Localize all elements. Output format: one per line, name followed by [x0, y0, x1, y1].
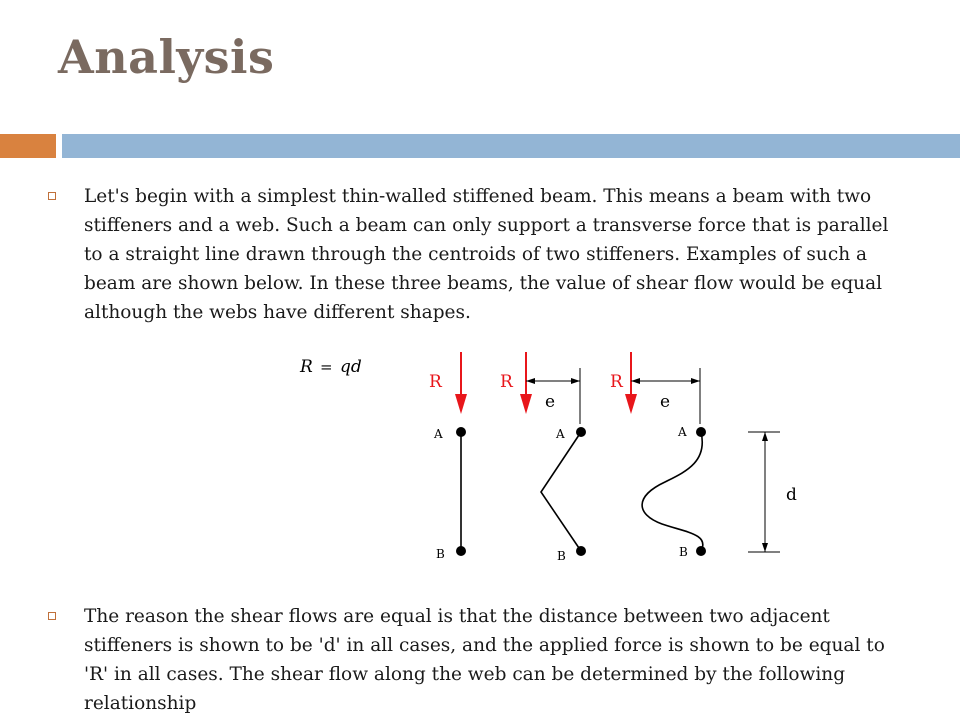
- distance-dimension: [748, 432, 797, 552]
- web-angled: [541, 432, 581, 551]
- slide-title: Analysis: [58, 30, 275, 84]
- bullet-text: The reason the shear flows are equal is that the distance between two adjacent stiffeners is shown to be 'd' in all cases, and the applied force is shown to be equal to 'R' in all cases. The shear flow along the web can be determined by the following relationship: [84, 606, 885, 714]
- distance-arrowhead-top: [762, 432, 768, 441]
- point-label-b-2: B: [557, 549, 566, 563]
- force-arrowhead-3: [625, 394, 637, 414]
- offset-arrowhead-right-3: [691, 378, 700, 384]
- point-label-a-2: A: [556, 427, 565, 441]
- equation-equals: =: [320, 358, 333, 376]
- bullet-text: Let's begin with a simplest thin-walled stiffened beam. This means a beam with two stiffeners and a web. Such a beam can only support a transverse force that is parallel to a straight line drawn through the centroids of two stiffeners. Examples of such a beam are shown below. In these three beams, the value of shear flow would be equal although the webs have different shapes.: [84, 186, 889, 323]
- force-label-2: R: [500, 372, 513, 392]
- bullet-square-icon: [48, 192, 56, 200]
- header-bar: [62, 134, 960, 158]
- force-arrowhead-1: [455, 394, 467, 414]
- offset-arrowhead-right-2: [571, 378, 580, 384]
- equation-lhs: R: [300, 357, 313, 377]
- stiffener-b-3: [696, 546, 706, 556]
- distance-label: d: [786, 485, 797, 505]
- beam-angled: [500, 352, 586, 563]
- header-accent-bar: [0, 134, 56, 158]
- beam-curved: [610, 352, 706, 559]
- equation-rhs: qd: [340, 357, 362, 377]
- point-label-b-1: B: [436, 547, 445, 561]
- beam-figure: [290, 346, 820, 572]
- bullet-item: [48, 182, 908, 327]
- beam-straight: [429, 352, 467, 561]
- bullet-square-icon: [48, 612, 56, 620]
- stiffener-b-1: [456, 546, 466, 556]
- bullet-item: [48, 602, 908, 718]
- force-label-3: R: [610, 372, 623, 392]
- point-label-a-3: A: [678, 425, 687, 439]
- offset-label-3: e: [660, 392, 671, 412]
- distance-arrowhead-bottom: [762, 543, 768, 552]
- web-curved: [642, 432, 703, 551]
- point-label-b-3: B: [679, 545, 688, 559]
- offset-label-2: e: [545, 392, 556, 412]
- point-label-a-1: A: [434, 427, 443, 441]
- force-arrowhead-2: [520, 394, 532, 414]
- force-label-1: R: [429, 372, 442, 392]
- offset-arrowhead-left-3: [631, 378, 640, 384]
- offset-arrowhead-left-2: [526, 378, 535, 384]
- stiffener-b-2: [576, 546, 586, 556]
